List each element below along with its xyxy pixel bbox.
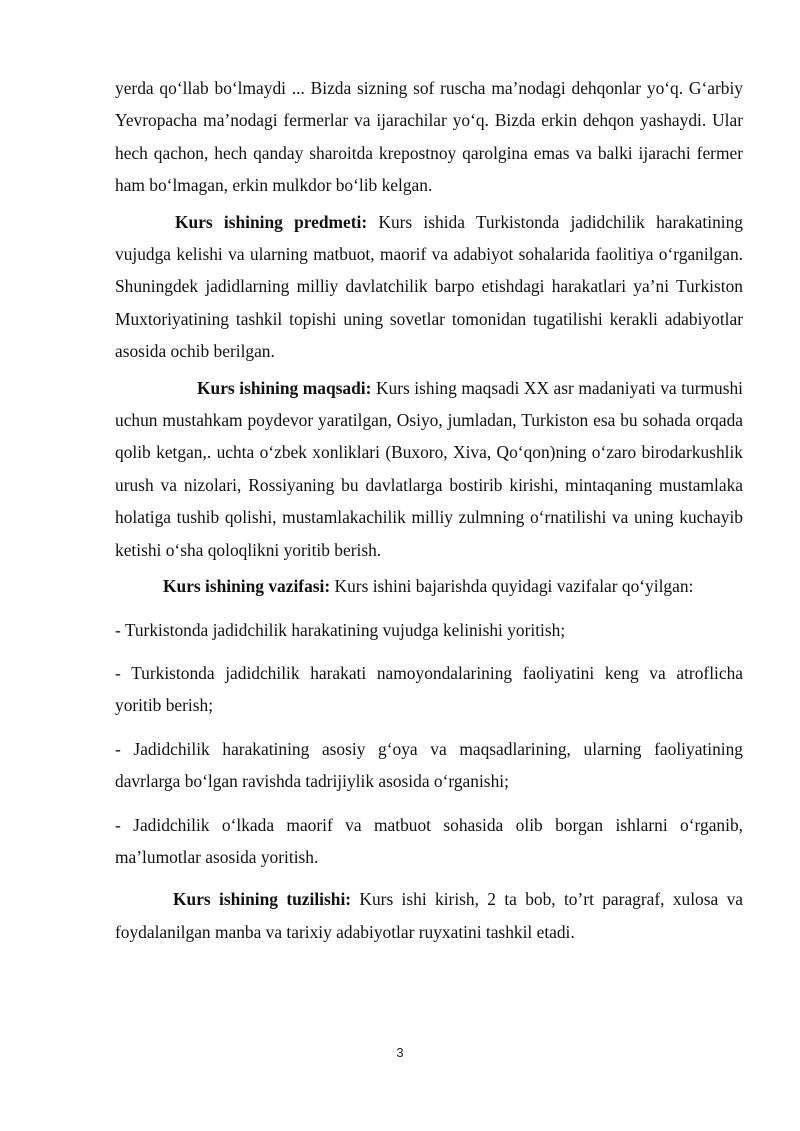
vazifa-paragraph (115, 570, 743, 602)
task-item-4: - Jadidchilik o‘lkada maorif va matbuot sohasida olib borgan ishlarni o‘rganib, ma’lumotlar asosida yoritish. (115, 814, 743, 867)
intro-paragraph: yerda qo‘llab bo‘lmaydi ... Bizda sizning sof ruscha ma’nodagi dehqonlar yo‘q. G‘arbiy Yevropacha ma’nodagi fermerlar va ijarachilar yo‘q. Bizda erkin dehqon yashaydi. Ular hech qachon, hech qanday sharoitda krepostnoy qarolgina emas va balki ijarachi fermer ham bo‘lmagan, erkin mulkdor bo‘lib kelgan. (115, 78, 743, 196)
tuzilish-text: Kurs ishi kirish, 2 ta bob, to’rt paragraf, xulosa va foydalanilgan manba va tarixiy adabiyotlar ruyxatini tashkil etadi. (115, 889, 743, 942)
predmet-paragraph (115, 206, 743, 368)
page-number: 3 (396, 1045, 404, 1060)
maqsad-paragraph (115, 372, 743, 566)
vazifa-text: Kurs ishini bajarishda quyidagi vazifalar qo‘yilgan: (330, 576, 694, 597)
task-item-1: - Turkistonda jadidchilik harakatining vujudga kelinishi yoritish; (115, 619, 566, 640)
task-item-3: - Jadidchilik harakatining asosiy g‘oya va maqsadlarining, ularning faoliyatining davrlarga bo‘lgan ravishda tadrijiylik asosida o‘rganishi; (115, 738, 743, 792)
tuzilish-heading: Kurs ishining tuzilishi: (173, 889, 352, 910)
document-page (115, 72, 743, 948)
predmet-text: Kurs ishida Turkistonda jadidchilik harakatining vujudga kelishi va ularning matbuot, maorif va adabiyot sohalarida faolitiya o‘rganilgan. Shuningdek jadidlarning milliy davlatchilik barpo etishdagi harakatlari ya’ni Turkiston Muxtoriyatining tashkil topishi uning sovetlar tomonidan tugatilishi kerakli adabiyotlar asosida ochib berilgan. (115, 211, 743, 362)
tuzilish-paragraph (115, 883, 743, 948)
maqsad-heading: Kurs ishining maqsadi: (197, 377, 372, 398)
vazifa-heading: Kurs ishining vazifasi: (163, 576, 331, 597)
task-item-2: - Turkistonda jadidchilik harakati namoyondalarining faoliyatini keng va atroflicha yoritib berish; (115, 662, 743, 716)
predmet-heading: Kurs ishining predmeti: (175, 211, 368, 232)
maqsad-text: Kurs ishing maqsadi XX asr madaniyati va turmushi uchun mustahkam poydevor yaratilgan, Osiyo, jumladan, Turkiston esa bu sohada orqada qolib ketgan,. uchta o‘zbek xonliklari (Buxoro, Xiva, Qo‘qon)ning o‘zaro birodarkushlik urush va nizolari, Rossiyaning bu davlatlarga bostirib kirishi, mintaqaning mustamlaka holatiga tushib qolishi, mustamlakachilik milliy zulmning o‘rnatilishi va uning kuchayib ketishi o‘sha qoloqlikni yoritib berish. (115, 377, 744, 560)
